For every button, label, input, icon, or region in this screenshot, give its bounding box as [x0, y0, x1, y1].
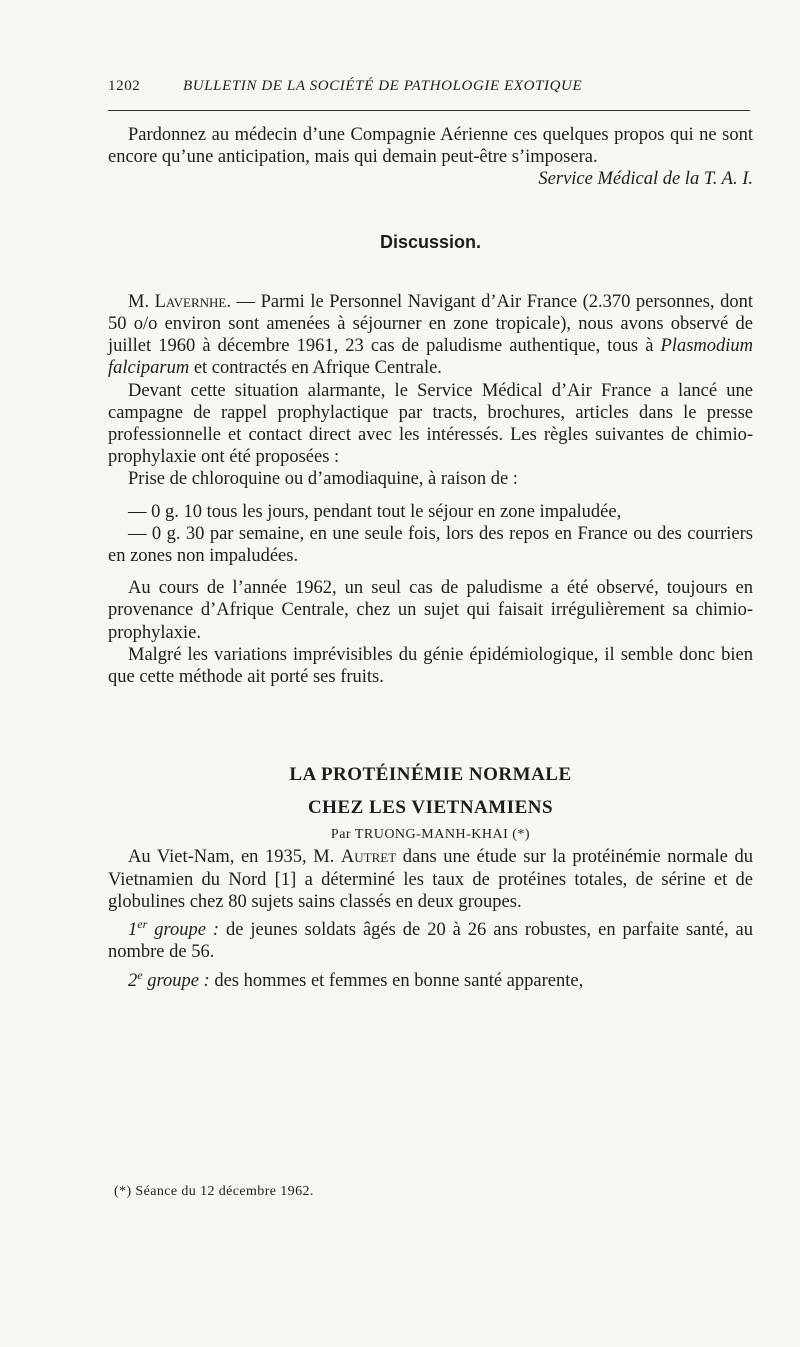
- group-2-label: 2e groupe :: [128, 967, 210, 991]
- discussion-paragraph-1: [108, 291, 753, 380]
- discussion-paragraph-7: Malgré les variations imprévisibles du génie épidémiologique, il semble donc bien que cette méthode ait porté ses fruits.: [108, 644, 753, 688]
- article-paragraph-1: Au Viet-Nam, en 1935, M. Autret dans une étude sur la protéinémie normale du Vietnamien du Nord [1] a déterminé les taux de protéines totales, de sérine et de globulines chez 80 sujets sains classés en deux groupes.: [108, 847, 753, 912]
- page-number: 1202: [108, 78, 141, 94]
- species-name: Plasmodium falciparum: [108, 336, 753, 379]
- discussion-paragraph-2: Devant cette situation alarmante, le Service Médical d’Air France a lancé une campagne de rappel prophylactique par tracts, brochures, articles dans le presse professionnelle et contact direct avec les intéressés. Les règles suivantes de chimio-prophylaxie ont été proposées :: [108, 380, 753, 468]
- discussion-paragraph-3: Prise de chloroquine ou d’amodiaquine, à raison de :: [128, 469, 518, 490]
- discussion-heading: Discussion.: [379, 231, 482, 252]
- group-2-paragraph: 2e groupe : des hommes et femmes en bonne santé apparente,: [128, 967, 584, 991]
- article-title: [108, 758, 753, 824]
- dosage-item-2: — 0 g. 30 par semaine, en une seule fois, lors des repos en France ou des courriers en zones non impaludées.: [108, 523, 753, 567]
- intro-paragraph: Pardonnez au médecin d’une Compagnie Aérienne ces quelques propos qui ne sont encore qu’une anticipation, mais qui demain peut-être s’imposera.: [108, 125, 753, 168]
- discussion-paragraph-6: Au cours de l’année 1962, un seul cas de paludisme a été observé, toujours en provenance d’Afrique Centrale, chez un sujet qui faisait irrégulièrement sa chimio-prophylaxie.: [108, 578, 753, 643]
- discussion-p1-end: et contractés en Afrique Centrale.: [189, 358, 442, 379]
- article-author: Par TRUONG-MANH-KHAI (*): [330, 827, 531, 843]
- footnote: (*) Séance du 12 décembre 1962.: [114, 1184, 314, 1199]
- discussion-p1-text: — Parmi le Personnel Navigant d’Air France (2.370 personnes, dont 50 o/o environ sont amenées à séjourner en zone tropicale), nous avons observé de juillet 1960 à décembre 1961, 23 cas de paludisme authentique, tous à: [108, 291, 753, 357]
- article-title-line-1: LA PROTÉINÉMIE NORMALE: [289, 764, 572, 786]
- article-title-line-2: CHEZ LES VIETNAMIENS: [307, 797, 554, 819]
- running-title: BULLETIN DE LA SOCIÉTÉ DE PATHOLOGIE EXOTIQUE: [183, 78, 583, 94]
- dosage-item-1: — 0 g. 10 tous les jours, pendant tout le séjour en zone impaludée,: [128, 501, 622, 522]
- group-1-paragraph: 1er groupe : de jeunes soldats âgés de 20 à 26 ans robustes, en parfaite santé, au nombre de 56.: [108, 917, 753, 963]
- page-body: [108, 124, 753, 992]
- speaker-name: M. Lavernhe.: [128, 291, 231, 312]
- header-rule: [108, 110, 750, 111]
- cited-author: Autret: [340, 847, 397, 868]
- signature: Service Médical de la T. A. I.: [538, 169, 753, 190]
- group-1-label: 1er groupe :: [128, 917, 220, 941]
